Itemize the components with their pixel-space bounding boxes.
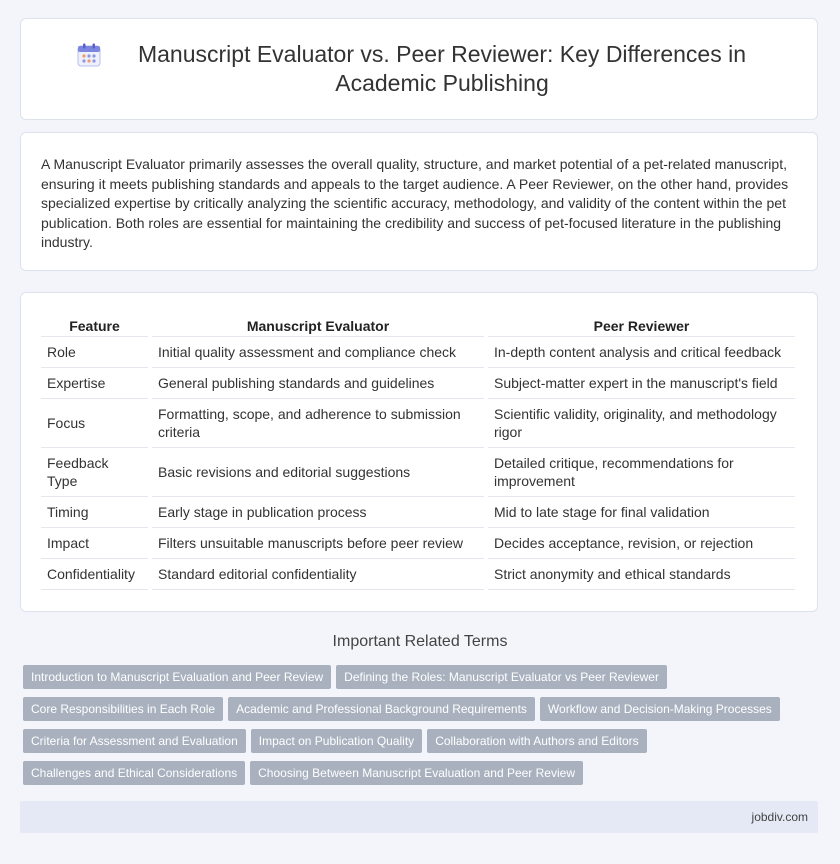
table-row [41,448,795,497]
table-row [41,559,795,590]
cell-reviewer: Strict anonymity and ethical standards [488,559,795,590]
related-term-tag[interactable]: Criteria for Assessment and Evaluation [23,729,246,753]
cell-reviewer: In-depth content analysis and critical feedback [488,337,795,368]
related-term-tag[interactable]: Choosing Between Manuscript Evaluation and Peer Review [250,761,583,785]
calendar-icon [76,42,102,68]
title-wrap [69,40,769,98]
header-manuscript-evaluator: Manuscript Evaluator [152,313,484,337]
related-term-tag[interactable]: Introduction to Manuscript Evaluation and Peer Review [23,665,331,689]
table-row [41,497,795,528]
table-row [41,368,795,399]
cell-evaluator: Basic revisions and editorial suggestions [152,448,484,497]
cell-reviewer: Mid to late stage for final validation [488,497,795,528]
table-row [41,337,795,368]
cell-feature: Expertise [41,368,148,399]
cell-feature: Confidentiality [41,559,148,590]
cell-evaluator: Formatting, scope, and adherence to submission criteria [152,399,484,448]
header-feature: Feature [41,313,148,337]
related-terms-title: Important Related Terms [332,633,508,650]
comparison-table [37,313,799,590]
cell-evaluator: Early stage in publication process [152,497,484,528]
related-term-tag[interactable]: Impact on Publication Quality [251,729,422,753]
cell-reviewer: Decides acceptance, revision, or rejection [488,528,795,559]
cell-feature: Focus [41,399,148,448]
footer-bar [20,801,818,833]
related-terms-list [23,665,823,793]
table-row [41,399,795,448]
related-term-tag[interactable]: Academic and Professional Background Requirements [228,697,535,721]
cell-feature: Impact [41,528,148,559]
cell-reviewer: Scientific validity, originality, and methodology rigor [488,399,795,448]
related-term-tag[interactable]: Defining the Roles: Manuscript Evaluator vs Peer Reviewer [336,665,667,689]
related-term-tag[interactable]: Workflow and Decision-Making Processes [540,697,780,721]
cell-evaluator: General publishing standards and guidelines [152,368,484,399]
page-title: Manuscript Evaluator vs. Peer Reviewer: Key Differences in Academic Publishing [137,41,747,96]
cell-feature: Feedback Type [41,448,148,497]
related-term-tag[interactable]: Challenges and Ethical Considerations [23,761,245,785]
comparison-table-card [20,292,818,612]
cell-evaluator: Filters unsuitable manuscripts before peer review [152,528,484,559]
cell-reviewer: Subject-matter expert in the manuscript's field [488,368,795,399]
summary-text: A Manuscript Evaluator primarily assesses the overall quality, structure, and market potential of a pet-related manuscript, ensuring it meets publishing standards and appeals to the target audience. A Peer Reviewer, on the other hand, provides specialized expertise by critically analyzing the scientific accuracy, methodology, and validity of the content within the pet publication. Both roles are essential for maintaining the credibility and success of pet-focused literature in the publishing industry. [41,156,789,250]
table-row [41,528,795,559]
footer-site-link[interactable]: jobdiv.com [751,810,808,824]
related-term-tag[interactable]: Collaboration with Authors and Editors [427,729,646,753]
summary-card [20,132,818,271]
cell-reviewer: Detailed critique, recommendations for improvement [488,448,795,497]
table-header-row [41,313,795,337]
related-term-tag[interactable]: Core Responsibilities in Each Role [23,697,223,721]
title-card [20,18,818,120]
cell-feature: Timing [41,497,148,528]
cell-feature: Role [41,337,148,368]
header-peer-reviewer: Peer Reviewer [488,313,795,337]
cell-evaluator: Standard editorial confidentiality [152,559,484,590]
cell-evaluator: Initial quality assessment and compliance check [152,337,484,368]
